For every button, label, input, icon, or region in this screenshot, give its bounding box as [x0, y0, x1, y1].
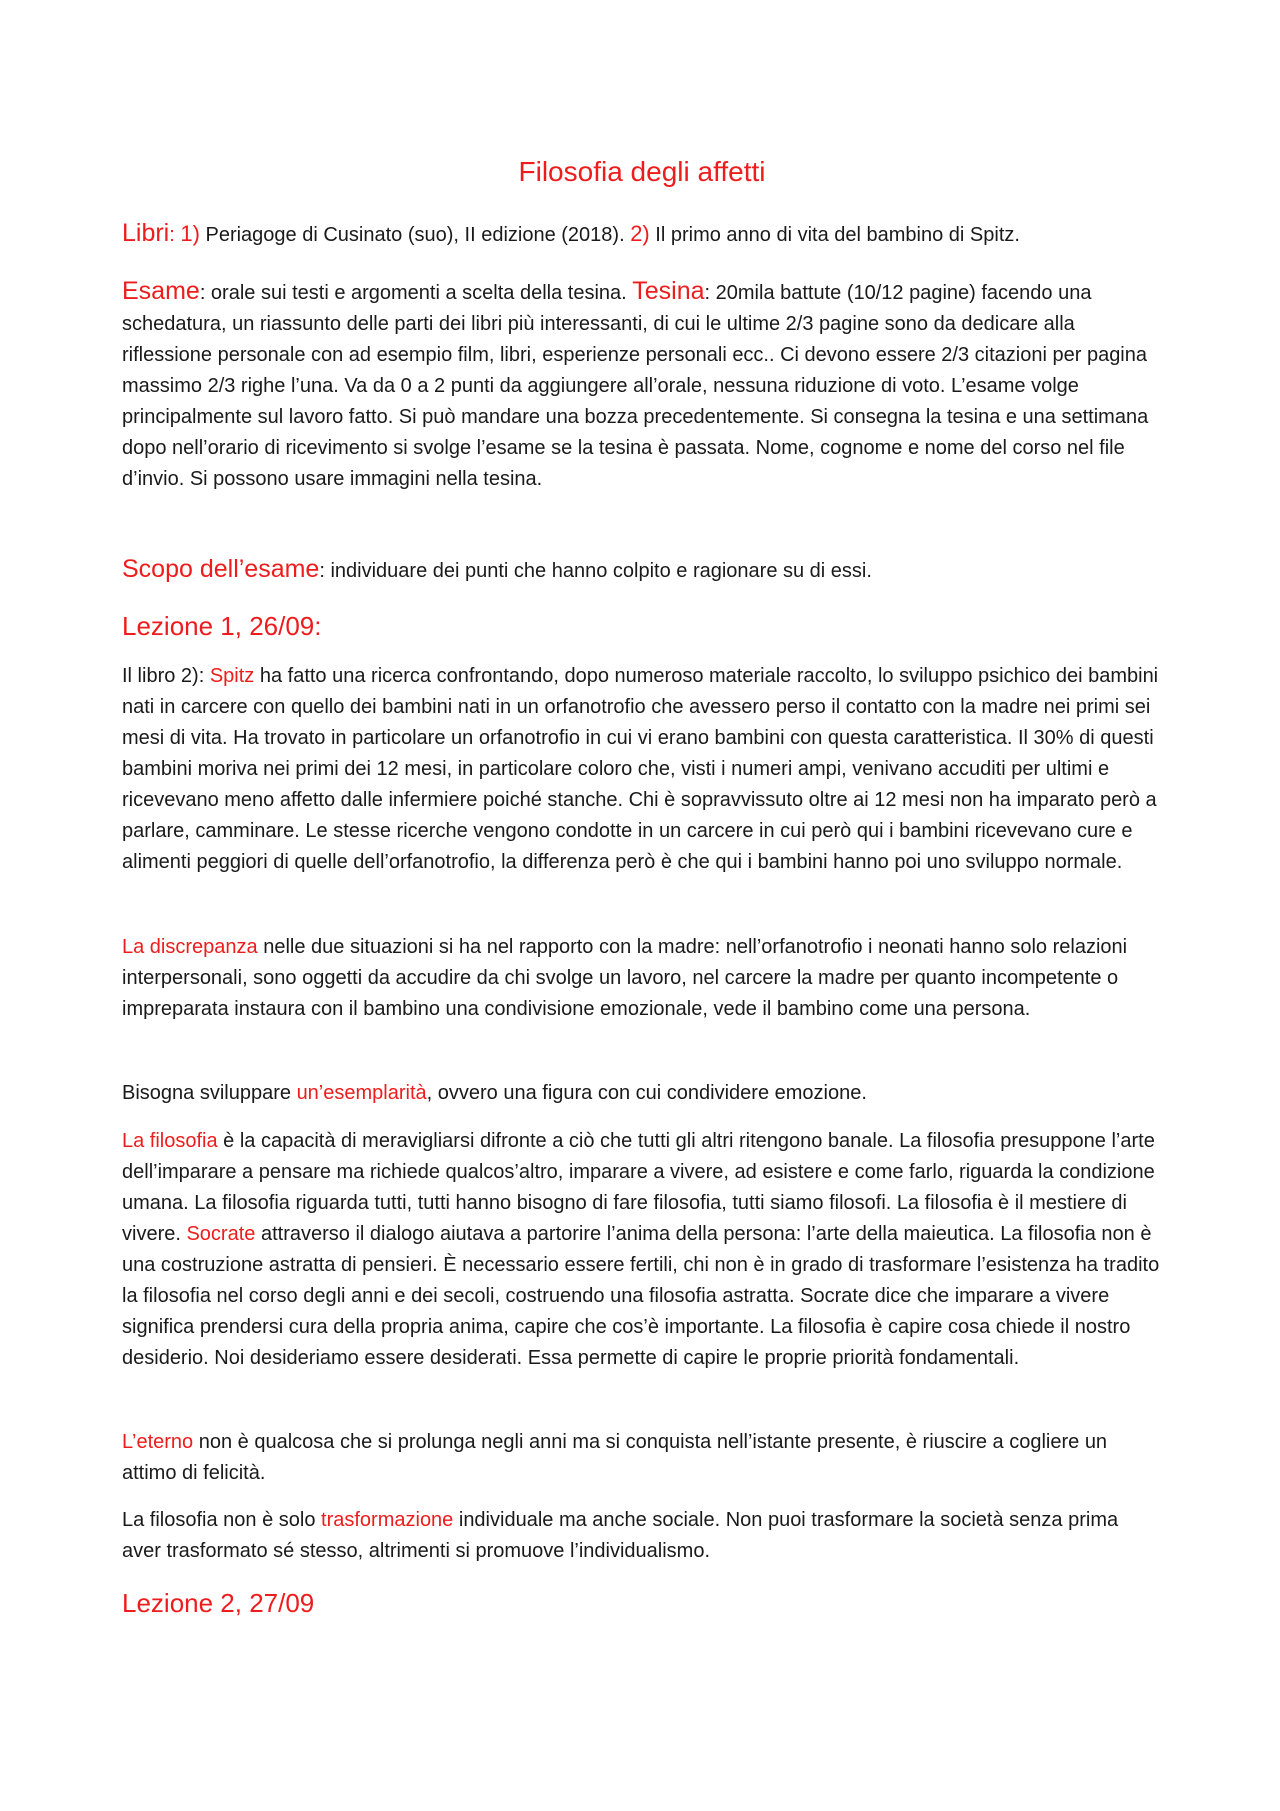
spitz-keyword: Spitz [209, 665, 255, 687]
lezione-1-paragraph-4 [122, 1126, 1162, 1374]
filosofia-keyword: La filosofia [122, 1130, 218, 1152]
p4-text-2: attraverso il dialogo aiutava a partorire l’anima della persona: l’arte della maieutica. La filosofia non è una costruzione astratta di pensieri. È necessario essere fertili, chi non è in grado di trasformare l’esistenza ha tradito la filosofia nel corso degli anni e dei secoli, costruendo una filosofia astratta. Socrate dice che imparare a vivere significa prendersi cura della propria anima, capire che cos’è importante. La filosofia è capire cosa chiede il nostro desiderio. Noi desideriamo essere desiderati. Essa permette di capire le proprie priorità fondamentali. [122, 1223, 1160, 1369]
libri-paragraph [122, 218, 1162, 251]
socrate-keyword: Socrate [186, 1223, 256, 1245]
p6-text: individuale ma anche sociale. Non puoi trasformare la società senza prima aver trasformato sé stesso, altrimenti si promuove l’individualismo. [122, 1509, 1119, 1562]
tesina-label: Tesina [632, 277, 705, 305]
p3-text: , ovvero una figura con cui condividere emozione. [426, 1082, 867, 1104]
p5-text: non è qualcosa che si prolunga negli anni ma si conquista nell’istante presente, è riuscire a cogliere un attimo di felicità. [122, 1431, 1108, 1484]
trasformazione-keyword: trasformazione [321, 1509, 454, 1531]
libri-text-2: Il primo anno di vita del bambino di Spitz. [649, 224, 1020, 246]
p6-pre: La filosofia non è solo [122, 1509, 322, 1531]
libri-number-1: 1) [180, 221, 200, 246]
p1-text: ha fatto una ricerca confrontando, dopo numeroso materiale raccolto, lo sviluppo psichico dei bambini nati in carcere con quello dei bambini nati in un orfanotrofio che avessero perso il contatto con la madre nei primi sei mesi di vita. Ha trovato in particolare un orfanotrofio in cui vi erano bambini con questa caratteristica. Il 30% di questi bambini moriva nei primi dei 12 mesi, in particolare coloro che, visti i numeri ampi, venivano accuditi per ultimi e ricevevano meno affetto dalle infermiere poiché stanche. Chi è sopravvissuto oltre ai 12 mesi non ha imparato però a parlare, camminare. Le stesse ricerche vengono condotte in un carcere in cui però qui i bambini ricevevano cure e alimenti peggiori di quelle dell’orfanotrofio, la differenza però è che qui i bambini hanno poi uno sviluppo normale. [122, 665, 1159, 873]
scopo-text: : individuare dei punti che hanno colpito e ragionare su di essi. [319, 560, 872, 582]
esemplarita-keyword: un’esemplarità [296, 1082, 427, 1104]
lezione-2-heading: Lezione 2, 27/09 [122, 1588, 315, 1618]
scopo-paragraph [122, 554, 1162, 587]
esame-label: Esame [122, 277, 200, 305]
lezione-1-paragraph-5 [122, 1427, 1162, 1489]
p4-text-1: è la capacità di meravigliarsi difronte a ciò che tutti gli altri ritengono banale. La filosofia presuppone l’arte dell’imparare a pensare ma richiede qualcos’altro, imparare a vivere, ad esistere e come farlo, riguarda la condizione umana. La filosofia riguarda tutti, tutti hanno bisogno di fare filosofia, tutti siamo filosofi. La filosofia è il mestiere di vivere. [122, 1130, 1155, 1245]
libri-sep: : [169, 224, 181, 246]
esame-text-1: : orale sui testi e argomenti a scelta della tesina. [199, 282, 633, 304]
document-title: Filosofia degli affetti [518, 156, 766, 187]
p1-pre: Il libro 2): [122, 665, 210, 687]
lezione-1-heading: Lezione 1, 26/09: [122, 611, 322, 641]
p2-text: nelle due situazioni si ha nel rapporto con la madre: nell’orfanotrofio i neonati hanno solo relazioni interpersonali, sono oggetti da accudire da chi svolge un lavoro, nel carcere la madre per quanto incompetente o impreparata instaura con il bambino una condivisione emozionale, vede il bambino come una persona. [122, 936, 1128, 1020]
p3-pre: Bisogna sviluppare [122, 1082, 297, 1104]
eterno-keyword: L’eterno [122, 1431, 194, 1453]
lezione-1-paragraph-2 [122, 932, 1162, 1025]
scopo-label: Scopo dell’esame [122, 555, 320, 583]
lezione-1-paragraph-6 [122, 1505, 1162, 1567]
discrepanza-keyword: La discrepanza [122, 936, 258, 958]
lezione-1-paragraph-3 [122, 1078, 1162, 1109]
lezione-1-paragraph-1 [122, 661, 1162, 878]
libri-number-2: 2) [630, 221, 650, 246]
libri-label: Libri [122, 219, 170, 247]
esame-text-2: : 20mila battute (10/12 pagine) facendo una schedatura, un riassunto delle parti dei libri più interessanti, di cui le ultime 2/3 pagine sono da dedicare alla riflessione personale con ad esempio film, libri, esperienze personali ecc.. Ci devono essere 2/3 citazioni per pagina massimo 2/3 righe l’una. Va da 0 a 2 punti da aggiungere all’orale, nessuna riduzione di voto. L’esame volge principalmente sul lavoro fatto. Si può mandare una bozza precedentemente. Si consegna la tesina e una settimana dopo nell’orario di ricevimento si svolge l’esame se la tesina è passata. Nome, cognome e nome del corso nel file d’invio. Si possono usare immagini nella tesina. [122, 282, 1149, 490]
esame-paragraph [122, 276, 1162, 495]
libri-text-1: Periagoge di Cusinato (suo), II edizione (2018). [199, 224, 631, 246]
